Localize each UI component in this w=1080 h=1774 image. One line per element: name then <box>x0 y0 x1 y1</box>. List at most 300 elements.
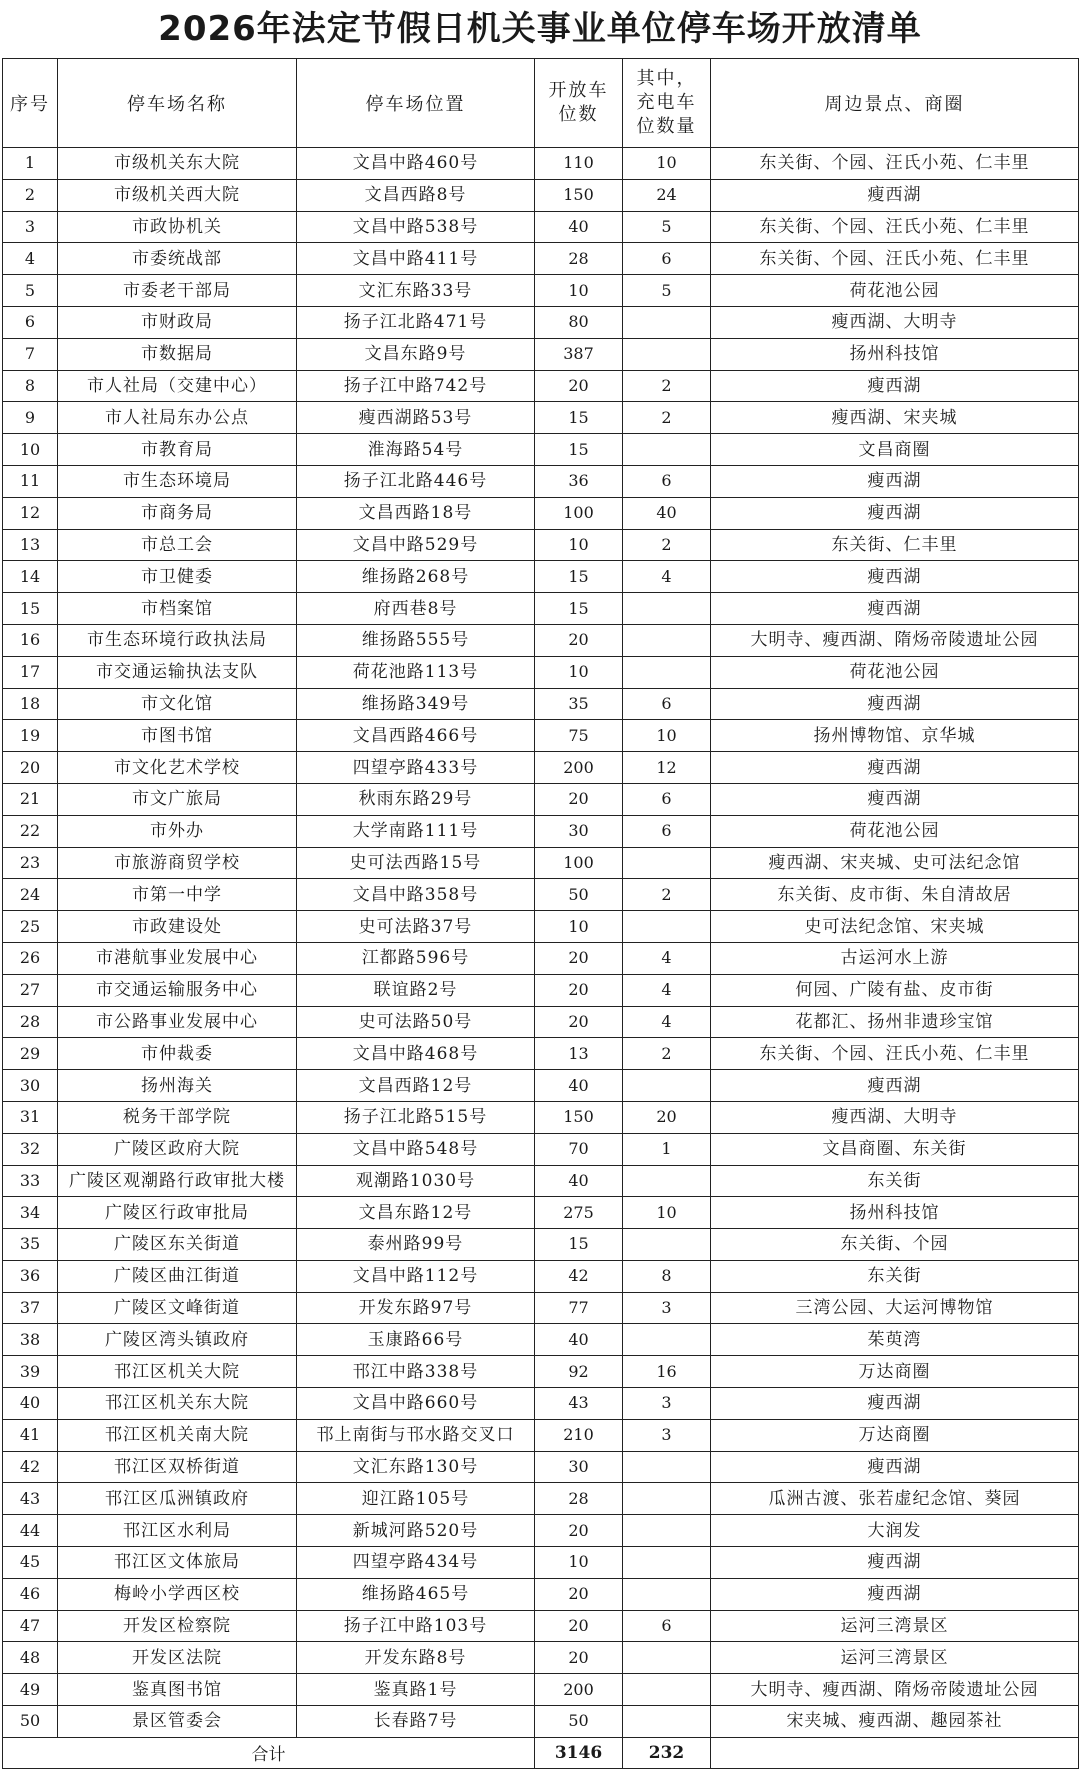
page-title: 2026年法定节假日机关事业单位停车场开放清单 <box>158 9 922 49</box>
cell-nearby: 瘦西湖 <box>711 1451 1079 1483</box>
cell-name: 市港航事业发展中心 <box>58 942 297 974</box>
cell-name: 广陵区文峰街道 <box>58 1292 297 1324</box>
cell-charging: 6 <box>623 1610 711 1642</box>
cell-location: 长春路7号 <box>297 1706 535 1738</box>
header-charging-line3: 位数量 <box>636 116 697 137</box>
cell-charging: 3 <box>623 1388 711 1420</box>
cell-location: 文汇东路33号 <box>297 275 535 307</box>
cell-nearby: 瓜洲古渡、张若虚纪念馆、葵园 <box>711 1483 1079 1515</box>
cell-charging: 6 <box>623 688 711 720</box>
table-row <box>3 306 1079 338</box>
cell-spaces: 40 <box>535 211 623 243</box>
total-nearby-empty <box>711 1737 1079 1768</box>
table-row <box>3 1642 1079 1674</box>
cell-spaces: 10 <box>535 275 623 307</box>
cell-charging <box>623 911 711 943</box>
cell-index: 10 <box>3 434 58 466</box>
cell-index: 40 <box>3 1388 58 1420</box>
cell-charging <box>623 1642 711 1674</box>
cell-nearby: 瘦西湖 <box>711 1547 1079 1579</box>
cell-location: 瘦西湖路53号 <box>297 402 535 434</box>
cell-nearby: 荷花池公园 <box>711 815 1079 847</box>
cell-index: 35 <box>3 1229 58 1261</box>
cell-index: 31 <box>3 1101 58 1133</box>
cell-location: 府西巷8号 <box>297 593 535 625</box>
cell-nearby: 东关街 <box>711 1165 1079 1197</box>
cell-name: 市文化馆 <box>58 688 297 720</box>
table-row <box>3 720 1079 752</box>
table-row <box>3 688 1079 720</box>
cell-charging <box>623 1706 711 1738</box>
cell-spaces: 28 <box>535 1483 623 1515</box>
cell-index: 32 <box>3 1133 58 1165</box>
cell-charging <box>623 1578 711 1610</box>
cell-name: 市交通运输执法支队 <box>58 656 297 688</box>
cell-name: 广陵区曲江街道 <box>58 1260 297 1292</box>
cell-index: 7 <box>3 338 58 370</box>
cell-nearby: 古运河水上游 <box>711 942 1079 974</box>
cell-charging <box>623 1165 711 1197</box>
cell-index: 3 <box>3 211 58 243</box>
cell-spaces: 15 <box>535 593 623 625</box>
cell-location: 文昌西路8号 <box>297 179 535 211</box>
table-row <box>3 1070 1079 1102</box>
cell-charging <box>623 434 711 466</box>
cell-spaces: 43 <box>535 1388 623 1420</box>
cell-charging <box>623 1515 711 1547</box>
table-row <box>3 1578 1079 1610</box>
cell-index: 11 <box>3 465 58 497</box>
cell-nearby: 文昌商圈 <box>711 434 1079 466</box>
cell-name: 广陵区观潮路行政审批大楼 <box>58 1165 297 1197</box>
cell-charging: 3 <box>623 1419 711 1451</box>
cell-spaces: 80 <box>535 306 623 338</box>
cell-spaces: 100 <box>535 847 623 879</box>
table-row <box>3 1260 1079 1292</box>
cell-nearby: 瘦西湖、大明寺 <box>711 1101 1079 1133</box>
cell-index: 50 <box>3 1706 58 1738</box>
cell-spaces: 15 <box>535 402 623 434</box>
cell-nearby: 东关街、个园 <box>711 1229 1079 1261</box>
cell-charging <box>623 624 711 656</box>
cell-index: 23 <box>3 847 58 879</box>
cell-name: 邗江区机关东大院 <box>58 1388 297 1420</box>
cell-location: 联谊路2号 <box>297 974 535 1006</box>
table-row <box>3 974 1079 1006</box>
cell-index: 41 <box>3 1419 58 1451</box>
cell-spaces: 150 <box>535 179 623 211</box>
cell-spaces: 70 <box>535 1133 623 1165</box>
cell-spaces: 210 <box>535 1419 623 1451</box>
header-row <box>3 59 1079 148</box>
table-row <box>3 752 1079 784</box>
cell-charging: 1 <box>623 1133 711 1165</box>
cell-name: 市财政局 <box>58 306 297 338</box>
header-charging-line2: 充电车 <box>636 92 697 113</box>
cell-spaces: 50 <box>535 1706 623 1738</box>
cell-spaces: 20 <box>535 783 623 815</box>
cell-spaces: 13 <box>535 1038 623 1070</box>
table-row <box>3 1038 1079 1070</box>
cell-spaces: 35 <box>535 688 623 720</box>
cell-nearby: 瘦西湖 <box>711 688 1079 720</box>
cell-nearby: 东关街、个园、汪氏小苑、仁丰里 <box>711 1038 1079 1070</box>
cell-nearby: 运河三湾景区 <box>711 1642 1079 1674</box>
cell-spaces: 40 <box>535 1165 623 1197</box>
cell-spaces: 40 <box>535 1324 623 1356</box>
cell-spaces: 20 <box>535 974 623 1006</box>
cell-charging: 6 <box>623 243 711 275</box>
table-row <box>3 1610 1079 1642</box>
cell-spaces: 15 <box>535 1229 623 1261</box>
cell-charging: 2 <box>623 879 711 911</box>
cell-charging <box>623 1229 711 1261</box>
cell-nearby: 扬州博物馆、京华城 <box>711 720 1079 752</box>
table-row <box>3 179 1079 211</box>
cell-spaces: 75 <box>535 720 623 752</box>
cell-nearby: 大明寺、瘦西湖、隋炀帝陵遗址公园 <box>711 624 1079 656</box>
cell-index: 49 <box>3 1674 58 1706</box>
cell-index: 25 <box>3 911 58 943</box>
cell-nearby: 瘦西湖 <box>711 179 1079 211</box>
table-row <box>3 497 1079 529</box>
cell-name: 市卫健委 <box>58 561 297 593</box>
cell-nearby: 瘦西湖 <box>711 593 1079 625</box>
cell-spaces: 42 <box>535 1260 623 1292</box>
table-row <box>3 338 1079 370</box>
table-row <box>3 1388 1079 1420</box>
total-spaces: 3146 <box>535 1737 623 1768</box>
cell-charging: 10 <box>623 720 711 752</box>
table-row <box>3 1133 1079 1165</box>
cell-nearby: 东关街、皮市街、朱自清故居 <box>711 879 1079 911</box>
cell-spaces: 20 <box>535 1515 623 1547</box>
table-row <box>3 211 1079 243</box>
cell-name: 市交通运输服务中心 <box>58 974 297 1006</box>
cell-spaces: 275 <box>535 1197 623 1229</box>
cell-nearby: 花都汇、扬州非遗珍宝馆 <box>711 1006 1079 1038</box>
cell-name: 市文广旅局 <box>58 783 297 815</box>
table-row <box>3 561 1079 593</box>
cell-location: 泰州路99号 <box>297 1229 535 1261</box>
cell-nearby: 万达商圈 <box>711 1356 1079 1388</box>
cell-spaces: 20 <box>535 1642 623 1674</box>
parking-list-table <box>2 58 1079 1769</box>
cell-location: 史可法路50号 <box>297 1006 535 1038</box>
cell-index: 12 <box>3 497 58 529</box>
cell-charging <box>623 338 711 370</box>
cell-spaces: 50 <box>535 879 623 911</box>
table-row <box>3 847 1079 879</box>
cell-name: 梅岭小学西区校 <box>58 1578 297 1610</box>
header-spaces-line2: 位数 <box>558 104 599 125</box>
cell-name: 市政协机关 <box>58 211 297 243</box>
cell-index: 28 <box>3 1006 58 1038</box>
cell-name: 邗江区双桥街道 <box>58 1451 297 1483</box>
cell-index: 4 <box>3 243 58 275</box>
header-nearby: 周边景点、商圈 <box>711 59 1079 148</box>
cell-nearby: 瘦西湖 <box>711 783 1079 815</box>
header-name: 停车场名称 <box>58 59 297 148</box>
cell-index: 46 <box>3 1578 58 1610</box>
cell-spaces: 10 <box>535 656 623 688</box>
cell-name: 市人社局（交建中心） <box>58 370 297 402</box>
cell-spaces: 30 <box>535 1451 623 1483</box>
table-row <box>3 1229 1079 1261</box>
cell-charging <box>623 593 711 625</box>
cell-name: 市委老干部局 <box>58 275 297 307</box>
cell-charging: 6 <box>623 465 711 497</box>
cell-charging: 5 <box>623 275 711 307</box>
cell-nearby: 东关街、个园、汪氏小苑、仁丰里 <box>711 211 1079 243</box>
cell-name: 市政建设处 <box>58 911 297 943</box>
cell-spaces: 20 <box>535 624 623 656</box>
cell-charging: 2 <box>623 529 711 561</box>
cell-name: 开发区法院 <box>58 1642 297 1674</box>
cell-location: 维扬路465号 <box>297 1578 535 1610</box>
cell-name: 市教育局 <box>58 434 297 466</box>
cell-spaces: 20 <box>535 1006 623 1038</box>
table-row <box>3 879 1079 911</box>
cell-name: 市生态环境局 <box>58 465 297 497</box>
cell-index: 21 <box>3 783 58 815</box>
table-row <box>3 1483 1079 1515</box>
cell-spaces: 200 <box>535 1674 623 1706</box>
cell-index: 30 <box>3 1070 58 1102</box>
cell-name: 开发区检察院 <box>58 1610 297 1642</box>
table-row <box>3 434 1079 466</box>
cell-nearby: 瘦西湖 <box>711 561 1079 593</box>
cell-location: 邗江中路338号 <box>297 1356 535 1388</box>
table-row <box>3 815 1079 847</box>
table-row <box>3 593 1079 625</box>
cell-spaces: 10 <box>535 1547 623 1579</box>
cell-spaces: 10 <box>535 911 623 943</box>
cell-name: 邗江区文体旅局 <box>58 1547 297 1579</box>
cell-name: 邗江区瓜洲镇政府 <box>58 1483 297 1515</box>
cell-location: 观潮路1030号 <box>297 1165 535 1197</box>
cell-spaces: 20 <box>535 1610 623 1642</box>
cell-charging: 6 <box>623 815 711 847</box>
cell-name: 广陵区政府大院 <box>58 1133 297 1165</box>
table-row <box>3 148 1079 180</box>
cell-spaces: 10 <box>535 529 623 561</box>
cell-nearby: 瘦西湖 <box>711 1578 1079 1610</box>
cell-index: 13 <box>3 529 58 561</box>
cell-nearby: 大明寺、瘦西湖、隋炀帝陵遗址公园 <box>711 1674 1079 1706</box>
cell-location: 江都路596号 <box>297 942 535 974</box>
cell-location: 史可法西路15号 <box>297 847 535 879</box>
cell-name: 市人社局东办公点 <box>58 402 297 434</box>
cell-location: 文昌中路538号 <box>297 211 535 243</box>
cell-charging: 3 <box>623 1292 711 1324</box>
cell-nearby: 瘦西湖 <box>711 1388 1079 1420</box>
cell-charging <box>623 1483 711 1515</box>
table-row <box>3 1451 1079 1483</box>
cell-location: 淮海路54号 <box>297 434 535 466</box>
table-row <box>3 1706 1079 1738</box>
cell-location: 维扬路268号 <box>297 561 535 593</box>
cell-name: 邗江区机关大院 <box>58 1356 297 1388</box>
cell-spaces: 20 <box>535 942 623 974</box>
cell-index: 37 <box>3 1292 58 1324</box>
table-row <box>3 1515 1079 1547</box>
table-row <box>3 370 1079 402</box>
cell-index: 29 <box>3 1038 58 1070</box>
cell-index: 22 <box>3 815 58 847</box>
cell-location: 文昌西路466号 <box>297 720 535 752</box>
cell-charging <box>623 656 711 688</box>
cell-name: 市旅游商贸学校 <box>58 847 297 879</box>
cell-index: 1 <box>3 148 58 180</box>
cell-name: 市第一中学 <box>58 879 297 911</box>
cell-index: 2 <box>3 179 58 211</box>
cell-nearby: 瘦西湖 <box>711 370 1079 402</box>
cell-location: 秋雨东路29号 <box>297 783 535 815</box>
cell-name: 市委统战部 <box>58 243 297 275</box>
cell-index: 8 <box>3 370 58 402</box>
cell-charging <box>623 1547 711 1579</box>
table-row <box>3 402 1079 434</box>
cell-location: 文昌中路529号 <box>297 529 535 561</box>
cell-spaces: 150 <box>535 1101 623 1133</box>
cell-nearby: 荷花池公园 <box>711 275 1079 307</box>
cell-location: 文昌中路358号 <box>297 879 535 911</box>
cell-location: 文昌东路9号 <box>297 338 535 370</box>
cell-index: 42 <box>3 1451 58 1483</box>
cell-index: 17 <box>3 656 58 688</box>
cell-name: 市级机关西大院 <box>58 179 297 211</box>
cell-name: 市档案馆 <box>58 593 297 625</box>
cell-name: 市商务局 <box>58 497 297 529</box>
cell-spaces: 200 <box>535 752 623 784</box>
table-row <box>3 1292 1079 1324</box>
table-row <box>3 1547 1079 1579</box>
table-row <box>3 911 1079 943</box>
cell-location: 史可法路37号 <box>297 911 535 943</box>
cell-name: 税务干部学院 <box>58 1101 297 1133</box>
cell-name: 邗江区水利局 <box>58 1515 297 1547</box>
cell-spaces: 28 <box>535 243 623 275</box>
cell-location: 迎江路105号 <box>297 1483 535 1515</box>
cell-name: 市总工会 <box>58 529 297 561</box>
table-row <box>3 1356 1079 1388</box>
table-row <box>3 624 1079 656</box>
cell-name: 市生态环境行政执法局 <box>58 624 297 656</box>
cell-charging <box>623 1070 711 1102</box>
cell-location: 开发东路97号 <box>297 1292 535 1324</box>
cell-location: 扬子江中路103号 <box>297 1610 535 1642</box>
cell-location: 文昌中路660号 <box>297 1388 535 1420</box>
table-row <box>3 1324 1079 1356</box>
cell-name: 广陵区东关街道 <box>58 1229 297 1261</box>
cell-location: 维扬路555号 <box>297 624 535 656</box>
header-location: 停车场位置 <box>297 59 535 148</box>
cell-index: 39 <box>3 1356 58 1388</box>
cell-location: 新城河路520号 <box>297 1515 535 1547</box>
cell-charging: 4 <box>623 561 711 593</box>
cell-location: 文昌西路12号 <box>297 1070 535 1102</box>
cell-index: 16 <box>3 624 58 656</box>
table-row <box>3 243 1079 275</box>
table-row <box>3 1419 1079 1451</box>
cell-location: 四望亭路434号 <box>297 1547 535 1579</box>
cell-location: 文昌中路468号 <box>297 1038 535 1070</box>
table-row <box>3 942 1079 974</box>
header-spaces-line1: 开放车 <box>548 80 609 101</box>
cell-index: 34 <box>3 1197 58 1229</box>
cell-charging: 4 <box>623 974 711 1006</box>
cell-spaces: 20 <box>535 370 623 402</box>
cell-name: 市数据局 <box>58 338 297 370</box>
cell-nearby: 东关街、个园、汪氏小苑、仁丰里 <box>711 148 1079 180</box>
cell-name: 市外办 <box>58 815 297 847</box>
cell-nearby: 瘦西湖、宋夹城 <box>711 402 1079 434</box>
cell-nearby: 三湾公园、大运河博物馆 <box>711 1292 1079 1324</box>
cell-nearby: 瘦西湖 <box>711 465 1079 497</box>
cell-name: 市级机关东大院 <box>58 148 297 180</box>
cell-charging: 6 <box>623 783 711 815</box>
cell-location: 大学南路111号 <box>297 815 535 847</box>
cell-index: 24 <box>3 879 58 911</box>
table-row <box>3 275 1079 307</box>
cell-name: 邗江区机关南大院 <box>58 1419 297 1451</box>
cell-charging <box>623 1674 711 1706</box>
cell-location: 荷花池路113号 <box>297 656 535 688</box>
cell-nearby: 荷花池公园 <box>711 656 1079 688</box>
cell-nearby: 茱萸湾 <box>711 1324 1079 1356</box>
cell-charging: 40 <box>623 497 711 529</box>
cell-charging: 4 <box>623 1006 711 1038</box>
cell-charging: 5 <box>623 211 711 243</box>
cell-index: 20 <box>3 752 58 784</box>
cell-location: 文汇东路130号 <box>297 1451 535 1483</box>
cell-location: 扬子江北路515号 <box>297 1101 535 1133</box>
cell-index: 14 <box>3 561 58 593</box>
cell-location: 文昌中路460号 <box>297 148 535 180</box>
cell-charging: 16 <box>623 1356 711 1388</box>
total-charging: 232 <box>623 1737 711 1768</box>
header-charging-line1: 其中， <box>636 68 697 89</box>
cell-location: 开发东路8号 <box>297 1642 535 1674</box>
cell-index: 38 <box>3 1324 58 1356</box>
cell-index: 44 <box>3 1515 58 1547</box>
total-row <box>3 1737 1079 1768</box>
cell-spaces: 77 <box>535 1292 623 1324</box>
cell-location: 扬子江中路742号 <box>297 370 535 402</box>
cell-index: 18 <box>3 688 58 720</box>
cell-name: 市文化艺术学校 <box>58 752 297 784</box>
table-row <box>3 656 1079 688</box>
cell-spaces: 110 <box>535 148 623 180</box>
cell-location: 维扬路349号 <box>297 688 535 720</box>
cell-nearby: 宋夹城、瘦西湖、趣园茶社 <box>711 1706 1079 1738</box>
cell-location: 文昌中路112号 <box>297 1260 535 1292</box>
cell-location: 扬子江北路446号 <box>297 465 535 497</box>
table-row <box>3 783 1079 815</box>
cell-nearby: 史可法纪念馆、宋夹城 <box>711 911 1079 943</box>
cell-nearby: 瘦西湖、宋夹城、史可法纪念馆 <box>711 847 1079 879</box>
cell-charging <box>623 847 711 879</box>
cell-index: 6 <box>3 306 58 338</box>
cell-nearby: 东关街、个园、汪氏小苑、仁丰里 <box>711 243 1079 275</box>
table-row <box>3 1674 1079 1706</box>
cell-spaces: 100 <box>535 497 623 529</box>
cell-location: 玉康路66号 <box>297 1324 535 1356</box>
cell-nearby: 东关街 <box>711 1260 1079 1292</box>
cell-location: 文昌西路18号 <box>297 497 535 529</box>
cell-name: 市公路事业发展中心 <box>58 1006 297 1038</box>
